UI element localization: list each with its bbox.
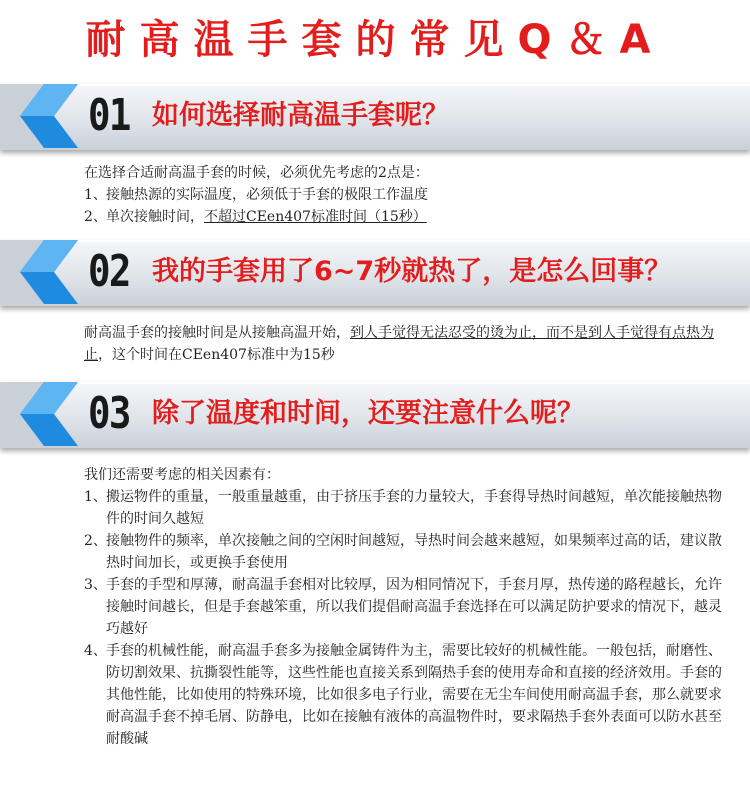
answer-block-2 [84, 322, 724, 366]
question-banner-1 [0, 84, 750, 148]
answer-text: ，这个时间在CEen407标准中为15秒 [98, 347, 335, 363]
answer-list [84, 486, 724, 750]
answer-block-1 [84, 162, 724, 228]
list-text: 单次接触时间， [106, 209, 204, 225]
list-item [84, 530, 724, 574]
list-text: 接触热源的实际温度，必须低于手套的极限工作温度 [106, 187, 428, 203]
question-number: 01 [88, 90, 130, 141]
chevron-arrow-icon [0, 382, 90, 446]
list-text-underlined: 不超过CEen407标准时间（15秒） [204, 209, 427, 225]
page-title: 耐高温手套的常见Q＆A [85, 17, 665, 63]
question-text: 除了温度和时间，还要注意什么呢？ [152, 398, 584, 429]
answer-list [84, 184, 724, 228]
list-number: 2、 [84, 533, 107, 549]
answer-text: 耐高温手套的接触时间是从接触高温开始， [84, 325, 350, 341]
list-number: 4、 [84, 643, 107, 659]
list-item [84, 206, 724, 228]
list-text: 手套的手型和厚薄，耐高温手套相对比较厚，因为相同情况下，手套月厚，热传递的路程越长，允许接触时间越长，但是手套越笨重，所以我们提倡耐高温手套选择在可以满足防护要求的情况下，越灵巧越好 [106, 577, 722, 637]
answer-block-3 [84, 464, 724, 750]
question-banner-2 [0, 240, 750, 304]
list-item [84, 640, 724, 750]
answer-intro: 我们还需要考虑的相关因素有： [84, 467, 280, 483]
list-text: 接触物件的频率，单次接触之间的空闲时间越短，导热时间会越来越短，如果频率过高的话，建议散热时间加长，或更换手套使用 [106, 533, 722, 571]
list-item [84, 486, 724, 530]
question-text: 如何选择耐高温手套呢？ [152, 100, 449, 131]
chevron-arrow-icon [0, 84, 90, 148]
question-text: 我的手套用了6~7秒就热了，是怎么回事？ [152, 256, 672, 287]
question-number: 03 [88, 388, 130, 439]
question-banner-3 [0, 382, 750, 446]
list-text: 搬运物件的重量，一般重量越重，由于挤压手套的力量较大，手套得导热时间越短，单次能接触热物件的时间久越短 [106, 489, 722, 527]
list-number: 2、 [84, 209, 107, 225]
list-number: 3、 [84, 577, 107, 593]
list-item [84, 184, 724, 206]
question-number: 02 [88, 246, 130, 297]
list-number: 1、 [84, 489, 107, 505]
answer-text-underlined: 到人手觉得无法忍受的烫为止，而不是到人手觉得有点热为止 [84, 325, 714, 363]
list-text: 手套的机械性能，耐高温手套多为接触金属铸件为主，需要比较好的机械性能。一般包括，耐磨性、防切割效果、抗撕裂性能等，这些性能也直接关系到隔热手套的使用寿命和直接的经济效用。手套的其他性能，比如使用的特殊环境，比如很多电子行业，需要在无尘车间使用耐高温手套，那么就要求耐高温手套不掉毛屑、防静电，比如在接触有液体的高温物件时，要求隔热手套外表面可以防水甚至耐酸碱 [106, 643, 722, 747]
list-number: 1、 [84, 187, 107, 203]
list-item [84, 574, 724, 640]
answer-intro: 在选择合适耐高温手套的时候，必须优先考虑的2点是： [84, 165, 429, 181]
chevron-arrow-icon [0, 240, 90, 304]
answer-paragraph [84, 322, 724, 366]
